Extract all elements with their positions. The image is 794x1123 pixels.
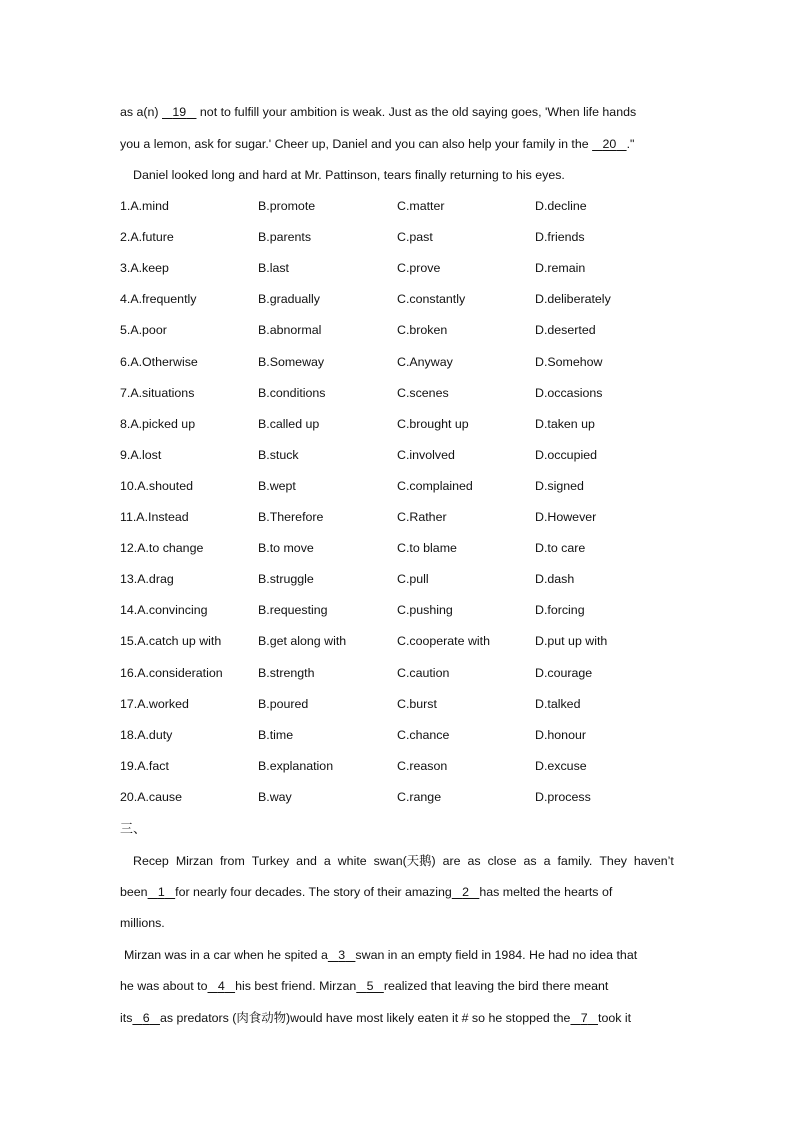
option-choice: B.called up <box>258 416 320 431</box>
option-choice: B.get along with <box>258 634 347 649</box>
paragraph-line <box>120 978 674 994</box>
option-row <box>120 416 680 432</box>
option-choice: C.pushing <box>397 603 453 618</box>
option-row <box>120 602 680 618</box>
option-choice: 10.A.shouted <box>120 478 194 493</box>
text-fragment: its 6 as predators (肉食动物)would have most likely eaten it # so he stopped the 7 took it <box>120 1011 632 1025</box>
option-row <box>120 385 680 401</box>
option-choice: B.stuck <box>258 447 299 462</box>
option-choice: C.brought up <box>397 416 469 431</box>
option-row <box>120 727 680 743</box>
option-choice: D.signed <box>535 478 584 493</box>
blank-4: 4 <box>217 979 225 993</box>
option-choice: B.explanation <box>258 758 334 773</box>
option-choice: 12.A.to change <box>120 541 204 556</box>
word: as <box>467 854 481 868</box>
word: Turkey <box>251 854 290 868</box>
option-choice: C.caution <box>397 665 450 680</box>
option-choice: C.involved <box>397 447 455 462</box>
option-choice: 8.A.picked up <box>120 416 196 431</box>
word: family. <box>557 854 593 868</box>
option-choice: C.broken <box>397 323 448 338</box>
option-choice: C.range <box>397 789 442 804</box>
option-choice: C.cooperate with <box>397 634 490 649</box>
option-choice: B.wept <box>258 478 296 493</box>
word: swan(天鹅) <box>373 854 436 868</box>
blank-7: 7 <box>580 1011 588 1025</box>
text-fragment: been 1 for nearly four decades. The story of their amazing 2 has melted the hearts of <box>120 885 613 899</box>
option-choice: B.Therefore <box>258 510 324 524</box>
word: from <box>219 854 245 868</box>
option-choice: D.talked <box>535 696 581 711</box>
text-fragment: Daniel looked long and hard at Mr. Pattinson, tears finally returning to his eyes. <box>133 168 565 182</box>
blank-20: 20 <box>602 137 617 151</box>
option-choice: 19.A.fact <box>120 758 169 773</box>
option-choice: C.prove <box>397 261 441 276</box>
word: haven’t <box>633 854 674 868</box>
word: white <box>337 854 367 868</box>
option-row <box>120 509 680 525</box>
option-row <box>120 540 680 556</box>
option-row <box>120 198 680 214</box>
blank-6: 6 <box>142 1011 150 1025</box>
option-choice: D.process <box>535 789 591 804</box>
text-fragment: ." <box>626 137 635 151</box>
option-choice: D.dash <box>535 572 575 587</box>
word: and <box>296 854 317 868</box>
text-fragment: as a(n) <box>120 105 163 119</box>
option-choice: B.way <box>258 789 292 804</box>
word: a <box>543 854 551 868</box>
option-choice: C.scenes <box>397 385 449 400</box>
option-choice: B.abnormal <box>258 323 322 338</box>
option-row <box>120 633 680 649</box>
option-choice: C.complained <box>397 478 473 493</box>
option-choice: 17.A.worked <box>120 696 189 711</box>
option-choice: D.excuse <box>535 758 587 773</box>
option-choice: D.taken up <box>535 416 595 431</box>
option-choice: 13.A.drag <box>120 572 174 587</box>
word: are <box>442 854 461 868</box>
option-choice: B.last <box>258 261 289 276</box>
paragraph-line <box>120 884 674 900</box>
option-choice: D.put up with <box>535 634 608 649</box>
option-choice: D.remain <box>535 261 586 276</box>
option-row <box>120 322 680 338</box>
text-fragment: you a lemon, ask for sugar.' Cheer up, Daniel and you can also help your family in the <box>120 137 593 151</box>
paragraph-line <box>120 915 674 931</box>
paragraph-line <box>133 853 674 869</box>
blank-3: 3 <box>338 948 346 962</box>
option-row <box>120 665 680 681</box>
option-choice: C.constantly <box>397 292 466 307</box>
option-row <box>120 354 680 370</box>
option-row <box>120 696 680 712</box>
option-choice: 15.A.catch up with <box>120 634 222 649</box>
option-choice: D.However <box>535 510 597 524</box>
section-heading: 三、 <box>120 821 147 836</box>
option-row <box>120 571 680 587</box>
option-row <box>120 291 680 307</box>
option-row <box>120 447 680 463</box>
option-choice: B.requesting <box>258 603 328 618</box>
option-choice: D.Somehow <box>535 354 603 369</box>
text-fragment: he was about to 4 his best friend. Mirzan 5 realized that leaving the bird there meant <box>120 979 609 993</box>
option-choice: 2.A.future <box>120 230 174 245</box>
blank-2: 2 <box>462 885 470 899</box>
option-choice: D.to care <box>535 541 586 556</box>
option-choice: B.parents <box>258 230 312 245</box>
option-choice: D.occasions <box>535 385 603 400</box>
option-choice: C.chance <box>397 727 450 742</box>
paragraph-line <box>120 1010 674 1026</box>
option-choice: D.decline <box>535 199 587 213</box>
paragraph-line <box>124 947 678 963</box>
text-fragment: millions. <box>120 916 165 930</box>
passage-line-3 <box>133 167 687 183</box>
option-choice: C.pull <box>397 572 429 587</box>
option-choice: 6.A.Otherwise <box>120 354 198 369</box>
word: Mirzan <box>175 854 213 868</box>
option-choice: C.burst <box>397 696 437 711</box>
word: a <box>323 854 331 868</box>
option-row <box>120 260 680 276</box>
option-choice: D.courage <box>535 665 593 680</box>
option-choice: B.struggle <box>258 572 314 587</box>
option-choice: C.Rather <box>397 510 447 524</box>
word: as <box>523 854 537 868</box>
blank-5: 5 <box>366 979 374 993</box>
option-choice: 11.A.Instead <box>120 510 189 524</box>
option-choice: D.deliberately <box>535 292 611 307</box>
option-choice: D.deserted <box>535 323 596 338</box>
word: They <box>599 854 627 868</box>
option-choice: 18.A.duty <box>120 727 173 742</box>
option-choice: C.matter <box>397 199 445 213</box>
option-choice: B.promote <box>258 199 316 213</box>
word: close <box>487 854 517 868</box>
blank-19: 19 <box>172 105 187 119</box>
option-choice: B.to move <box>258 541 314 556</box>
option-choice: D.forcing <box>535 603 585 618</box>
option-choice: 20.A.cause <box>120 789 182 804</box>
option-row <box>120 758 680 774</box>
option-choice: B.strength <box>258 665 315 680</box>
option-choice: D.honour <box>535 727 586 742</box>
option-choice: C.past <box>397 230 433 245</box>
option-choice: B.gradually <box>258 292 320 307</box>
option-choice: 4.A.frequently <box>120 292 197 307</box>
option-choice: 3.A.keep <box>120 261 169 276</box>
option-choice: 1.A.mind <box>120 199 169 213</box>
option-choice: 7.A.situations <box>120 385 195 400</box>
option-choice: B.poured <box>258 696 309 711</box>
option-choice: D.occupied <box>535 447 597 462</box>
option-choice: 14.A.convincing <box>120 603 208 618</box>
passage-text <box>120 104 636 120</box>
option-choice: 9.A.lost <box>120 447 162 462</box>
option-choice: C.reason <box>397 758 448 773</box>
passage-line-2 <box>120 136 674 152</box>
blank-1: 1 <box>157 885 165 899</box>
option-row <box>120 478 680 494</box>
option-row <box>120 789 680 805</box>
option-choice: 5.A.poor <box>120 323 167 338</box>
option-choice: B.Someway <box>258 354 325 369</box>
option-choice: C.Anyway <box>397 354 453 369</box>
option-choice: B.time <box>258 727 294 742</box>
option-choice: B.conditions <box>258 385 326 400</box>
text-fragment: swan in an empty field in 1984. He had no idea that <box>355 948 638 962</box>
text-fragment: not to fulfill your ambition is weak. Just as the old saying goes, 'When life hands <box>196 105 637 119</box>
option-choice: 16.A.consideration <box>120 665 223 680</box>
option-choice: C.to blame <box>397 541 457 556</box>
word: Recep <box>133 854 169 868</box>
option-choice: D.friends <box>535 230 585 245</box>
text-fragment: Mirzan was in a car when he spited a <box>124 948 328 962</box>
option-row <box>120 229 680 245</box>
passage-line-1 <box>120 104 674 120</box>
